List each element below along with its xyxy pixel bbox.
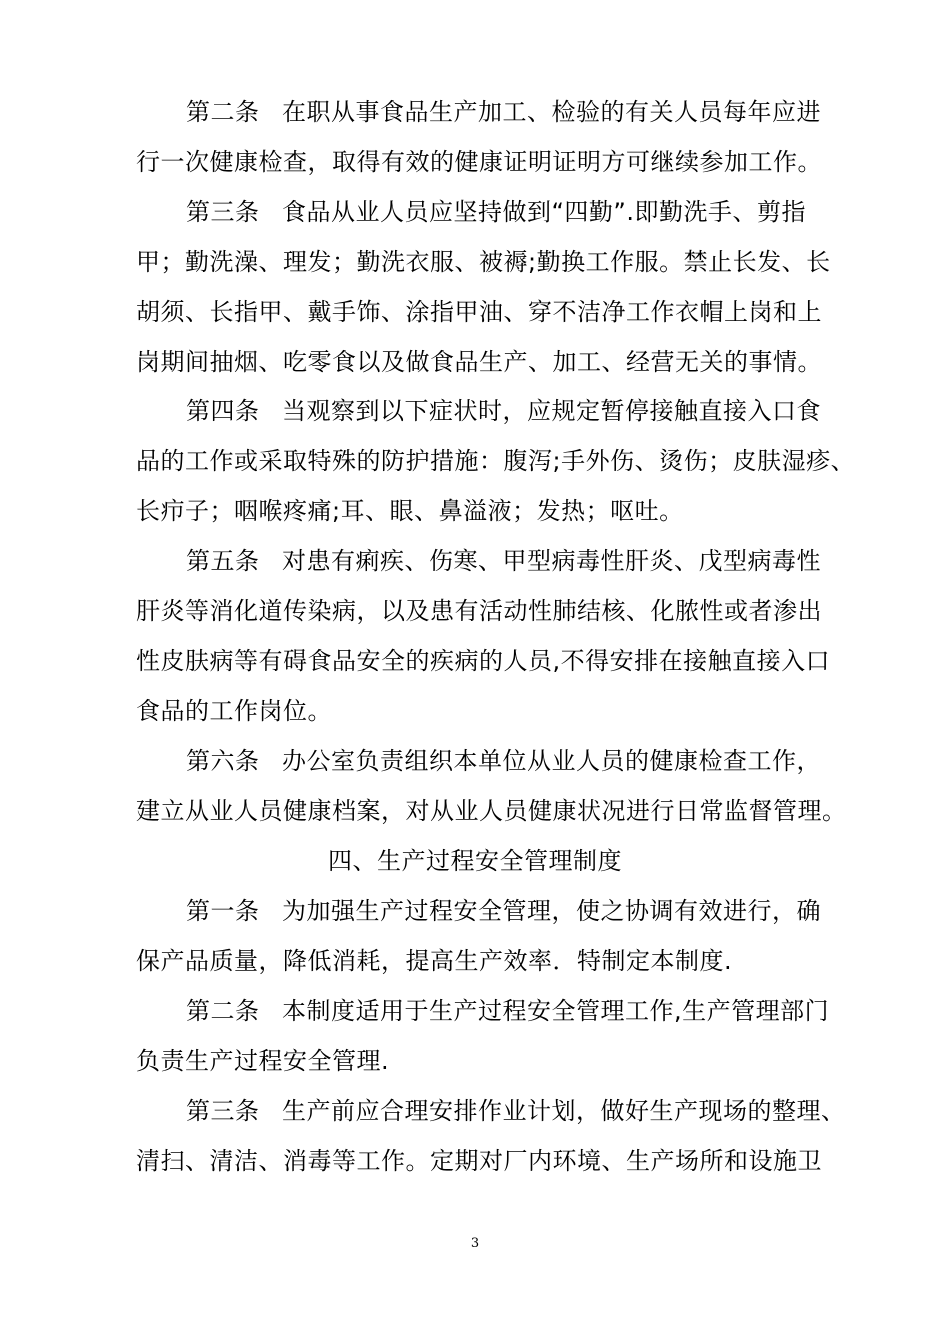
article-4-line-1 [186, 396, 821, 426]
page-number: 3 [470, 1236, 480, 1251]
article-3-line-2: 甲；勤洗澡、理发；勤洗衣服、被褥;勤换工作服。禁止长发、长 [136, 248, 831, 276]
article-text: 办公室负责组织本单位从业人员的健康检查工作， [282, 747, 821, 775]
section4-article-2-line-1 [186, 996, 830, 1026]
article-6-line-1 [186, 746, 821, 776]
article-5-line-1 [186, 546, 821, 576]
section-heading: 四、生产过程安全管理制度 [328, 847, 622, 875]
article-label: 第二条 [186, 98, 260, 126]
article-5-line-2: 肝炎等消化道传染病，以及患有活动性肺结核、化脓性或者渗出 [136, 597, 822, 625]
section4-article-3-line-2: 清扫、清洁、消毒等工作。定期对厂内环境、生产场所和设施卫 [136, 1147, 822, 1175]
section4-article-1-line-2: 保产品质量，降低消耗，提高生产效率．特制定本制度. [136, 947, 733, 975]
article-text: 为加强生产过程安全管理，使之协调有效进行，确 [282, 897, 821, 925]
article-label: 第五条 [186, 547, 260, 575]
article-4-line-2: 品的工作或采取特殊的防护措施：腹泻;手外伤、烫伤；皮肤湿疹、 [136, 447, 856, 475]
section4-article-1-line-1 [186, 896, 821, 926]
article-2-line-1 [186, 97, 821, 127]
article-text: 对患有痢疾、伤寒、甲型病毒性肝炎、戊型病毒性 [282, 547, 821, 575]
article-label: 第三条 [186, 198, 260, 226]
article-5-line-4: 食品的工作岗位。 [136, 697, 332, 725]
article-text: 本制度适用于生产过程安全管理工作,生产管理部门 [282, 997, 830, 1025]
article-text: 当观察到以下症状时，应规定暂停接触直接入口食 [282, 397, 821, 425]
article-label: 第六条 [186, 747, 260, 775]
article-label: 第四条 [186, 397, 260, 425]
article-label: 第三条 [186, 1097, 260, 1125]
article-4-line-3: 长疖子；咽喉疼痛;耳、眼、鼻溢液；发热；呕吐。 [136, 497, 684, 525]
section4-article-3-line-1 [186, 1096, 846, 1126]
article-6-line-2: 建立从业人员健康档案，对从业人员健康状况进行日常监督管理。 [136, 797, 847, 825]
article-text: 食品从业人员应坚持做到“四勤”.即勤洗手、剪指 [282, 198, 806, 226]
section4-article-2-line-2: 负责生产过程安全管理. [136, 1047, 390, 1075]
article-3-line-4: 岗期间抽烟、吃零食以及做食品生产、加工、经营无关的事情。 [136, 348, 822, 376]
article-3-line-3: 胡须、长指甲、戴手饰、涂指甲油、穿不洁净工作衣帽上岗和上 [136, 298, 822, 326]
article-label: 第一条 [186, 897, 260, 925]
article-3-line-1 [186, 197, 816, 227]
article-label: 第二条 [186, 997, 260, 1025]
article-text: 生产前应合理安排作业计划，做好生产现场的整理、 [282, 1097, 846, 1125]
article-5-line-3: 性皮肤病等有碍食品安全的疾病的人员,不得安排在接触直接入口 [136, 647, 831, 675]
article-2-line-2: 行一次健康检查，取得有效的健康证明证明方可继续参加工作。 [136, 148, 822, 176]
article-text: 在职从事食品生产加工、检验的有关人员每年应进 [282, 98, 821, 126]
